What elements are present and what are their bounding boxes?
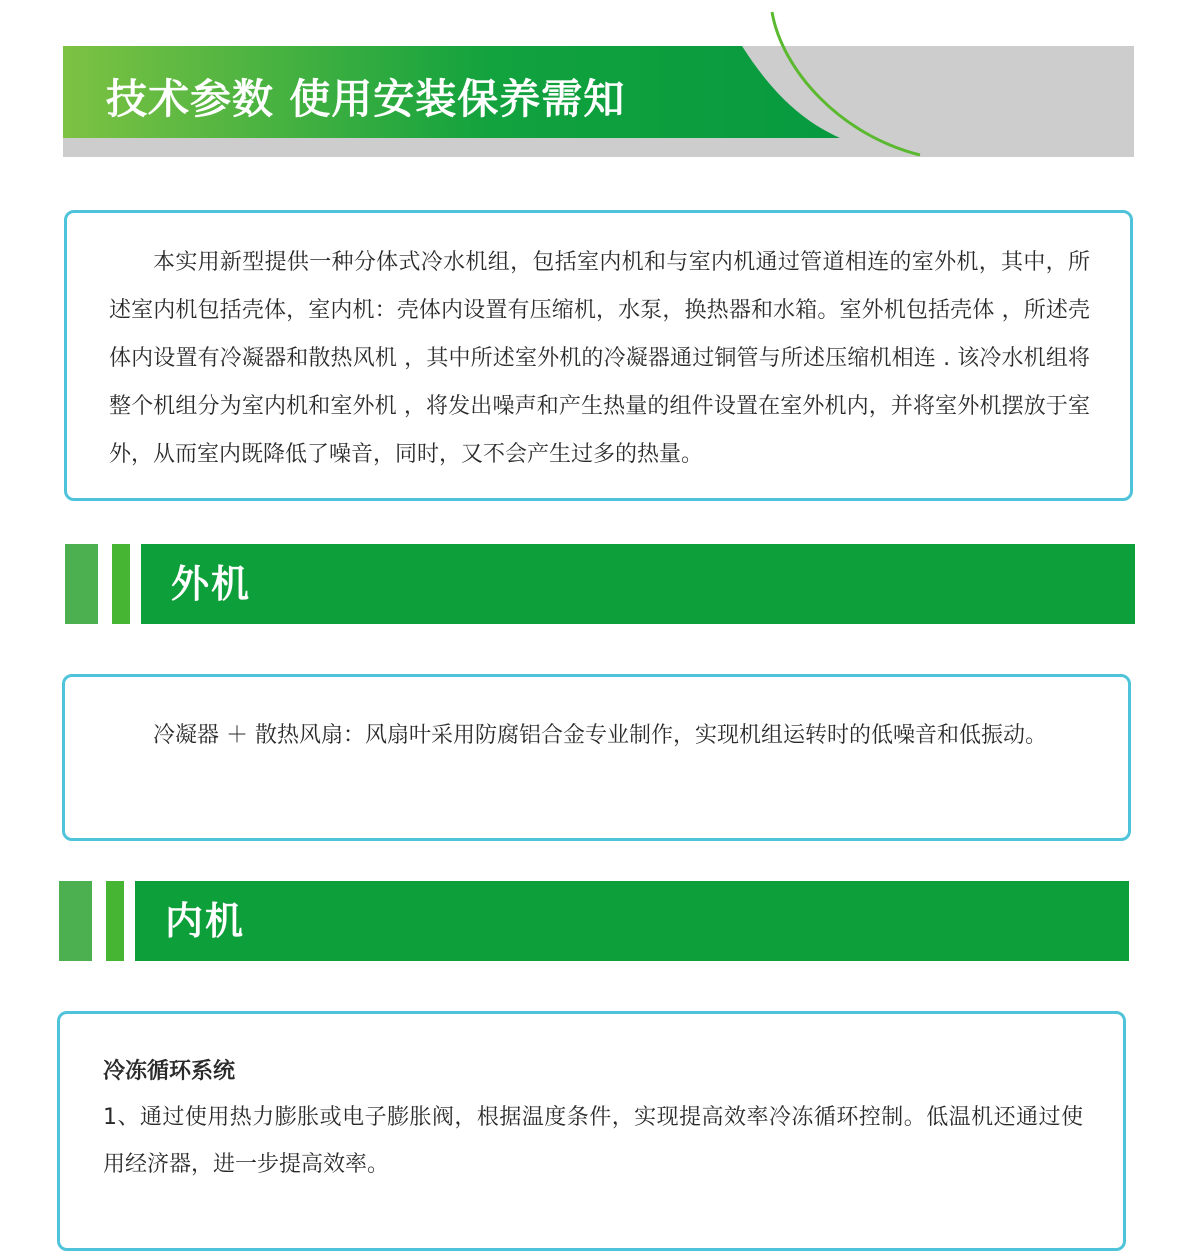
outdoor-box (62, 674, 1131, 841)
bar-stripe-2 (106, 881, 124, 961)
bar-band (135, 881, 1129, 961)
top-banner (0, 0, 1197, 170)
page-title: 技术参数 使用安装保养需知 (106, 75, 626, 123)
outdoor-paragraph: 冷凝器 ＋ 散热风扇：风扇叶采用防腐铝合金专业制作，实现机组运转时的低噪音和低振动。 (153, 723, 1047, 748)
intro-box (64, 210, 1133, 501)
bar-band (141, 544, 1135, 624)
indoor-subtitle: 冷冻循环系统 (103, 1059, 236, 1084)
intro-paragraph: 本实用新型提供一种分体式冷水机组，包括室内机和与室内机通过管道相连的室外机，其中，所述室内机包括壳体，室内机：壳体内设置有压缩机，水泵，换热器和水箱。室外机包括壳体 ，所述壳体内设置有冷凝器和散热风机 ，其中所述室外机的冷凝器通过铜管与所述压缩机相连 . 该冷水机组将整个机组分为室内机和室外机 ，将发出噪声和产生热量的组件设置在室外机内，并将室外机摆放于室外，从而室内既降低了噪音，同时，又不会产生过多的热量。 (109, 250, 1090, 467)
bar-stripe-1 (59, 881, 92, 961)
section-bar-indoor (59, 881, 1129, 961)
bar-stripe-2 (112, 544, 130, 624)
indoor-box (57, 1011, 1126, 1251)
section-title-outdoor: 外机 (171, 562, 252, 606)
bar-stripe-1 (65, 544, 98, 624)
section-title-indoor: 内机 (165, 899, 246, 943)
indoor-item-1: 1、通过使用热力膨胀或电子膨胀阀，根据温度条件，实现提高效率冷冻循环控制。低温机还通过使用经济器，进一步提高效率。 (103, 1105, 1083, 1177)
section-bar-outdoor (65, 544, 1135, 624)
